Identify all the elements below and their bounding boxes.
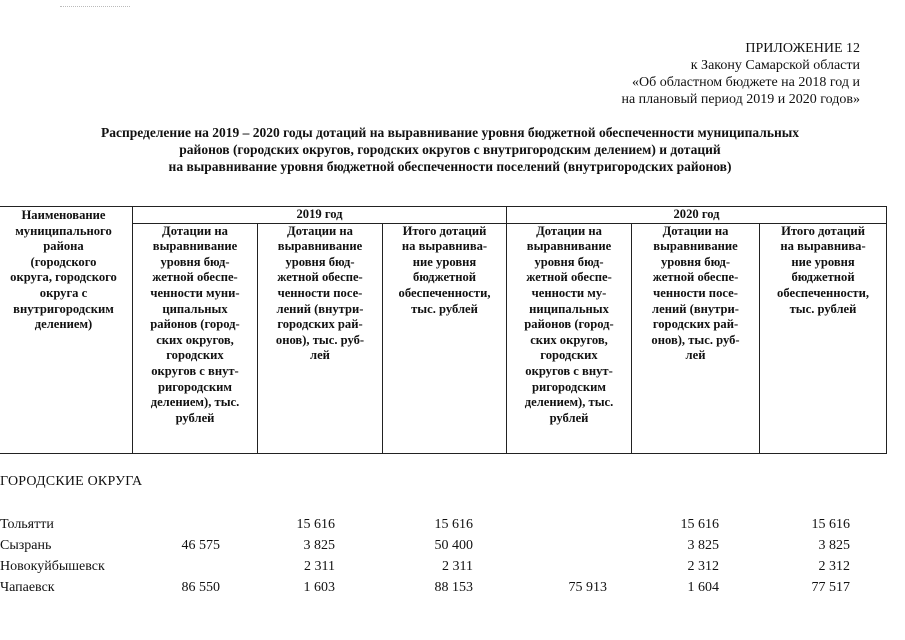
row-name: Сызрань <box>0 538 52 553</box>
heading-line-2: районов (городских округов, городских округов с внутригородским делением) и дотаций <box>179 142 721 157</box>
row-settlements-2019: 3 825 <box>303 538 335 553</box>
row-total-2020: 3 825 <box>818 538 850 553</box>
appendix-law-name: «Об областном бюджете на 2018 год и <box>632 75 860 90</box>
header-settlements-2020: Дотации на выравнивание уровня бюд- жетной обеспе- ченности посе- лений (внутри- городских рай- онов), тыс. руб- лей <box>632 223 760 453</box>
row-name: Чапаевск <box>0 580 55 595</box>
row-total-2019: 50 400 <box>434 538 473 553</box>
heading-line-3: на выравнивание уровня бюджетной обеспеченности поселений (внутригородских районов) <box>168 159 732 174</box>
heading-line-1: Распределение на 2019 – 2020 годы дотаций на выравнивание уровня бюджетной обеспеченности муниципальных <box>100 125 800 140</box>
row-settlements-2019: 15 616 <box>296 517 335 532</box>
row-total-2020: 15 616 <box>811 517 850 532</box>
row-municipal-2020: 75 913 <box>568 580 607 595</box>
row-name: Новокуйбышевск <box>0 559 105 574</box>
header-settlements-2019: Дотации на выравнивание уровня бюд- жетной обеспе- ченности посе- лений (внутри- городских рай- онов), тыс. руб- лей <box>258 223 383 453</box>
row-municipal-2019: 86 550 <box>181 580 220 595</box>
header-total-2019: Итого дотаций на выравнива- ние уровня бюджетной обеспеченности, тыс. рублей <box>383 223 507 453</box>
table-row <box>0 556 905 577</box>
table-row <box>0 577 905 598</box>
header-total-2020: Итого дотаций на выравнива- ние уровня бюджетной обеспеченности, тыс. рублей <box>760 223 887 453</box>
name-column-header: Наименование муниципального района (городского округа, городского округа с внутригородским делением) <box>0 207 133 454</box>
row-settlements-2020: 2 312 <box>687 559 719 574</box>
row-total-2020: 77 517 <box>811 580 850 595</box>
year-2019-header: 2019 год <box>133 207 507 224</box>
table-row <box>0 514 905 535</box>
row-total-2020: 2 312 <box>818 559 850 574</box>
row-settlements-2019: 1 603 <box>303 580 335 595</box>
appendix-law: к Закону Самарской области <box>690 58 860 73</box>
row-name: Тольятти <box>0 517 54 532</box>
header-municipal-2020: Дотации на выравнивание уровня бюд- жетной обеспе- ченности му- ниципальных районов (город- ских округов, городских округов с внут- ригородским делением), тыс. рублей <box>507 223 632 453</box>
row-settlements-2020: 15 616 <box>680 517 719 532</box>
row-municipal-2019: 46 575 <box>181 538 220 553</box>
scan-mark <box>60 6 130 11</box>
document-heading <box>20 124 880 175</box>
row-settlements-2019: 2 311 <box>304 559 335 574</box>
appendix-title: ПРИЛОЖЕНИЕ 12 <box>745 41 860 56</box>
data-rows <box>0 514 905 598</box>
row-settlements-2020: 1 604 <box>687 580 719 595</box>
section-title: ГОРОДСКИЕ ОКРУГА <box>0 474 143 489</box>
row-total-2019: 15 616 <box>434 517 473 532</box>
header-municipal-2019: Дотации на выравнивание уровня бюд- жетной обеспе- ченности муни- ципальных районов (город- ских округов, городских округов с внут- ригородским делением), тыс. рублей <box>133 223 258 453</box>
row-settlements-2020: 3 825 <box>687 538 719 553</box>
table-row <box>0 535 905 556</box>
row-total-2019: 2 311 <box>442 559 473 574</box>
row-total-2019: 88 153 <box>434 580 473 595</box>
header-table <box>0 206 887 454</box>
appendix-block <box>560 40 860 108</box>
year-2020-header: 2020 год <box>507 207 887 224</box>
appendix-period: на плановый период 2019 и 2020 годов» <box>621 92 860 107</box>
